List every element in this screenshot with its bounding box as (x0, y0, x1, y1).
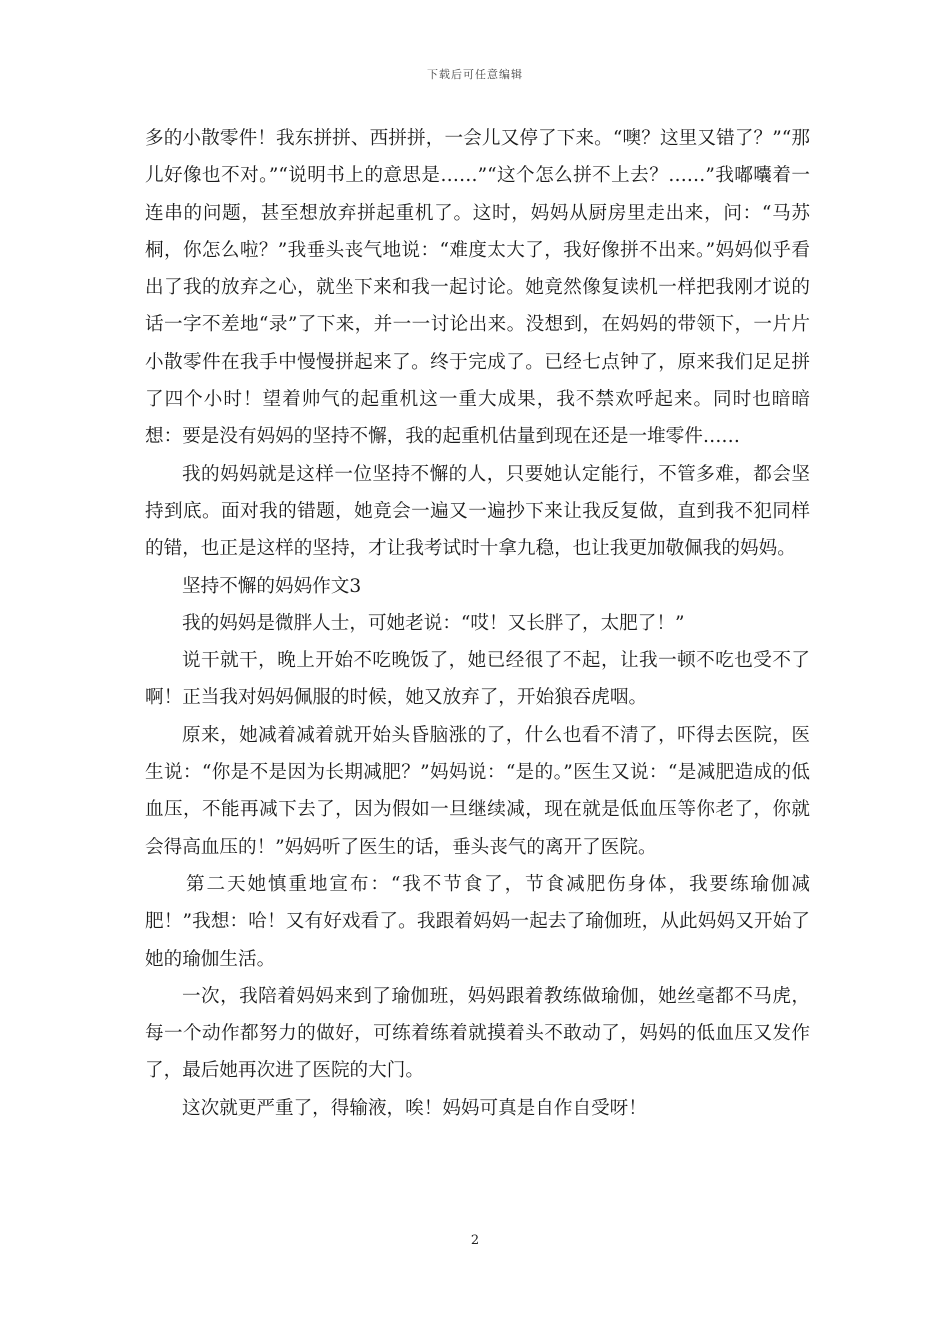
section-title: 坚持不懈的妈妈作文3 (182, 575, 362, 597)
paragraph: 原来，她减着减着就开始头昏脑涨的了，什么也看不清了，吓得去医院，医生说：“你是不是因为长期减肥？”妈妈说：“是的。”医生又说：“是减肥造成的低血压，不能再减下去了，因为假如一旦继续减，现在就是低血压等你老了，你就会得高血压的！”妈妈听了医生的话，垂头丧气的离开了医院。 (145, 724, 810, 858)
page-number: 2 (470, 1233, 480, 1248)
paragraph: 一次，我陪着妈妈来到了瑜伽班，妈妈跟着教练做瑜伽，她丝毫都不马虎，每一个动作都努力的做好，可练着练着就摸着头不敢动了，妈妈的低血压又发作了，最后她再次进了医院的大门。 (145, 985, 810, 1082)
document-body (145, 120, 810, 1127)
paragraph: 第二天她慎重地宣布：“我不节食了，节食减肥伤身体，我要练瑜伽减肥！”我想：哈！又有好戏看了。我跟着妈妈一起去了瑜伽班，从此妈妈又开始了她的瑜伽生活。 (145, 873, 810, 970)
page-header: 下载后可任意编辑 (427, 68, 523, 81)
paragraph: 多的小散零件！我东拼拼、西拼拼，一会儿又停了下来。“噢？这里又错了？”“那儿好像也不对。”“说明书上的意思是……”“这个怎么拼不上去？……”我嘟囔着一连串的问题，甚至想放弃拼起重机了。这时，妈妈从厨房里走出来，问：“马苏桐，你怎么啦？”我垂头丧气地说：“难度太大了，我好像拼不出来。”妈妈似乎看出了我的放弃之心，就坐下来和我一起讨论。她竟然像复读机一样把我刚才说的话一字不差地“录”了下来，并一一讨论出来。没想到，在妈妈的带领下，一片片小散零件在我手中慢慢拼起来了。终于完成了。已经七点钟了，原来我们足足拼了四个小时！望着帅气的起重机这一重大成果，我不禁欢呼起来。同时也暗暗想：要是没有妈妈的坚持不懈，我的起重机估量到现在还是一堆零件…… (145, 128, 810, 448)
paragraph: 我的妈妈是微胖人士，可她老说：“哎！又长胖了，太肥了！” (182, 612, 685, 634)
paragraph: 说干就干，晚上开始不吃晚饭了，她已经很了不起，让我一顿不吃也受不了啊！正当我对妈妈佩服的时候，她又放弃了，开始狼吞虎咽。 (145, 650, 810, 709)
paragraph: 我的妈妈就是这样一位坚持不懈的人，只要她认定能行，不管多难，都会坚持到底。面对我的错题，她竟会一遍又一遍抄下来让我反复做，直到我不犯同样的错，也正是这样的坚持，才让我考试时十拿九稳，也让我更加敬佩我的妈妈。 (145, 463, 810, 560)
paragraph: 这次就更严重了，得输液，唉！妈妈可真是自作自受呀！ (182, 1097, 647, 1119)
